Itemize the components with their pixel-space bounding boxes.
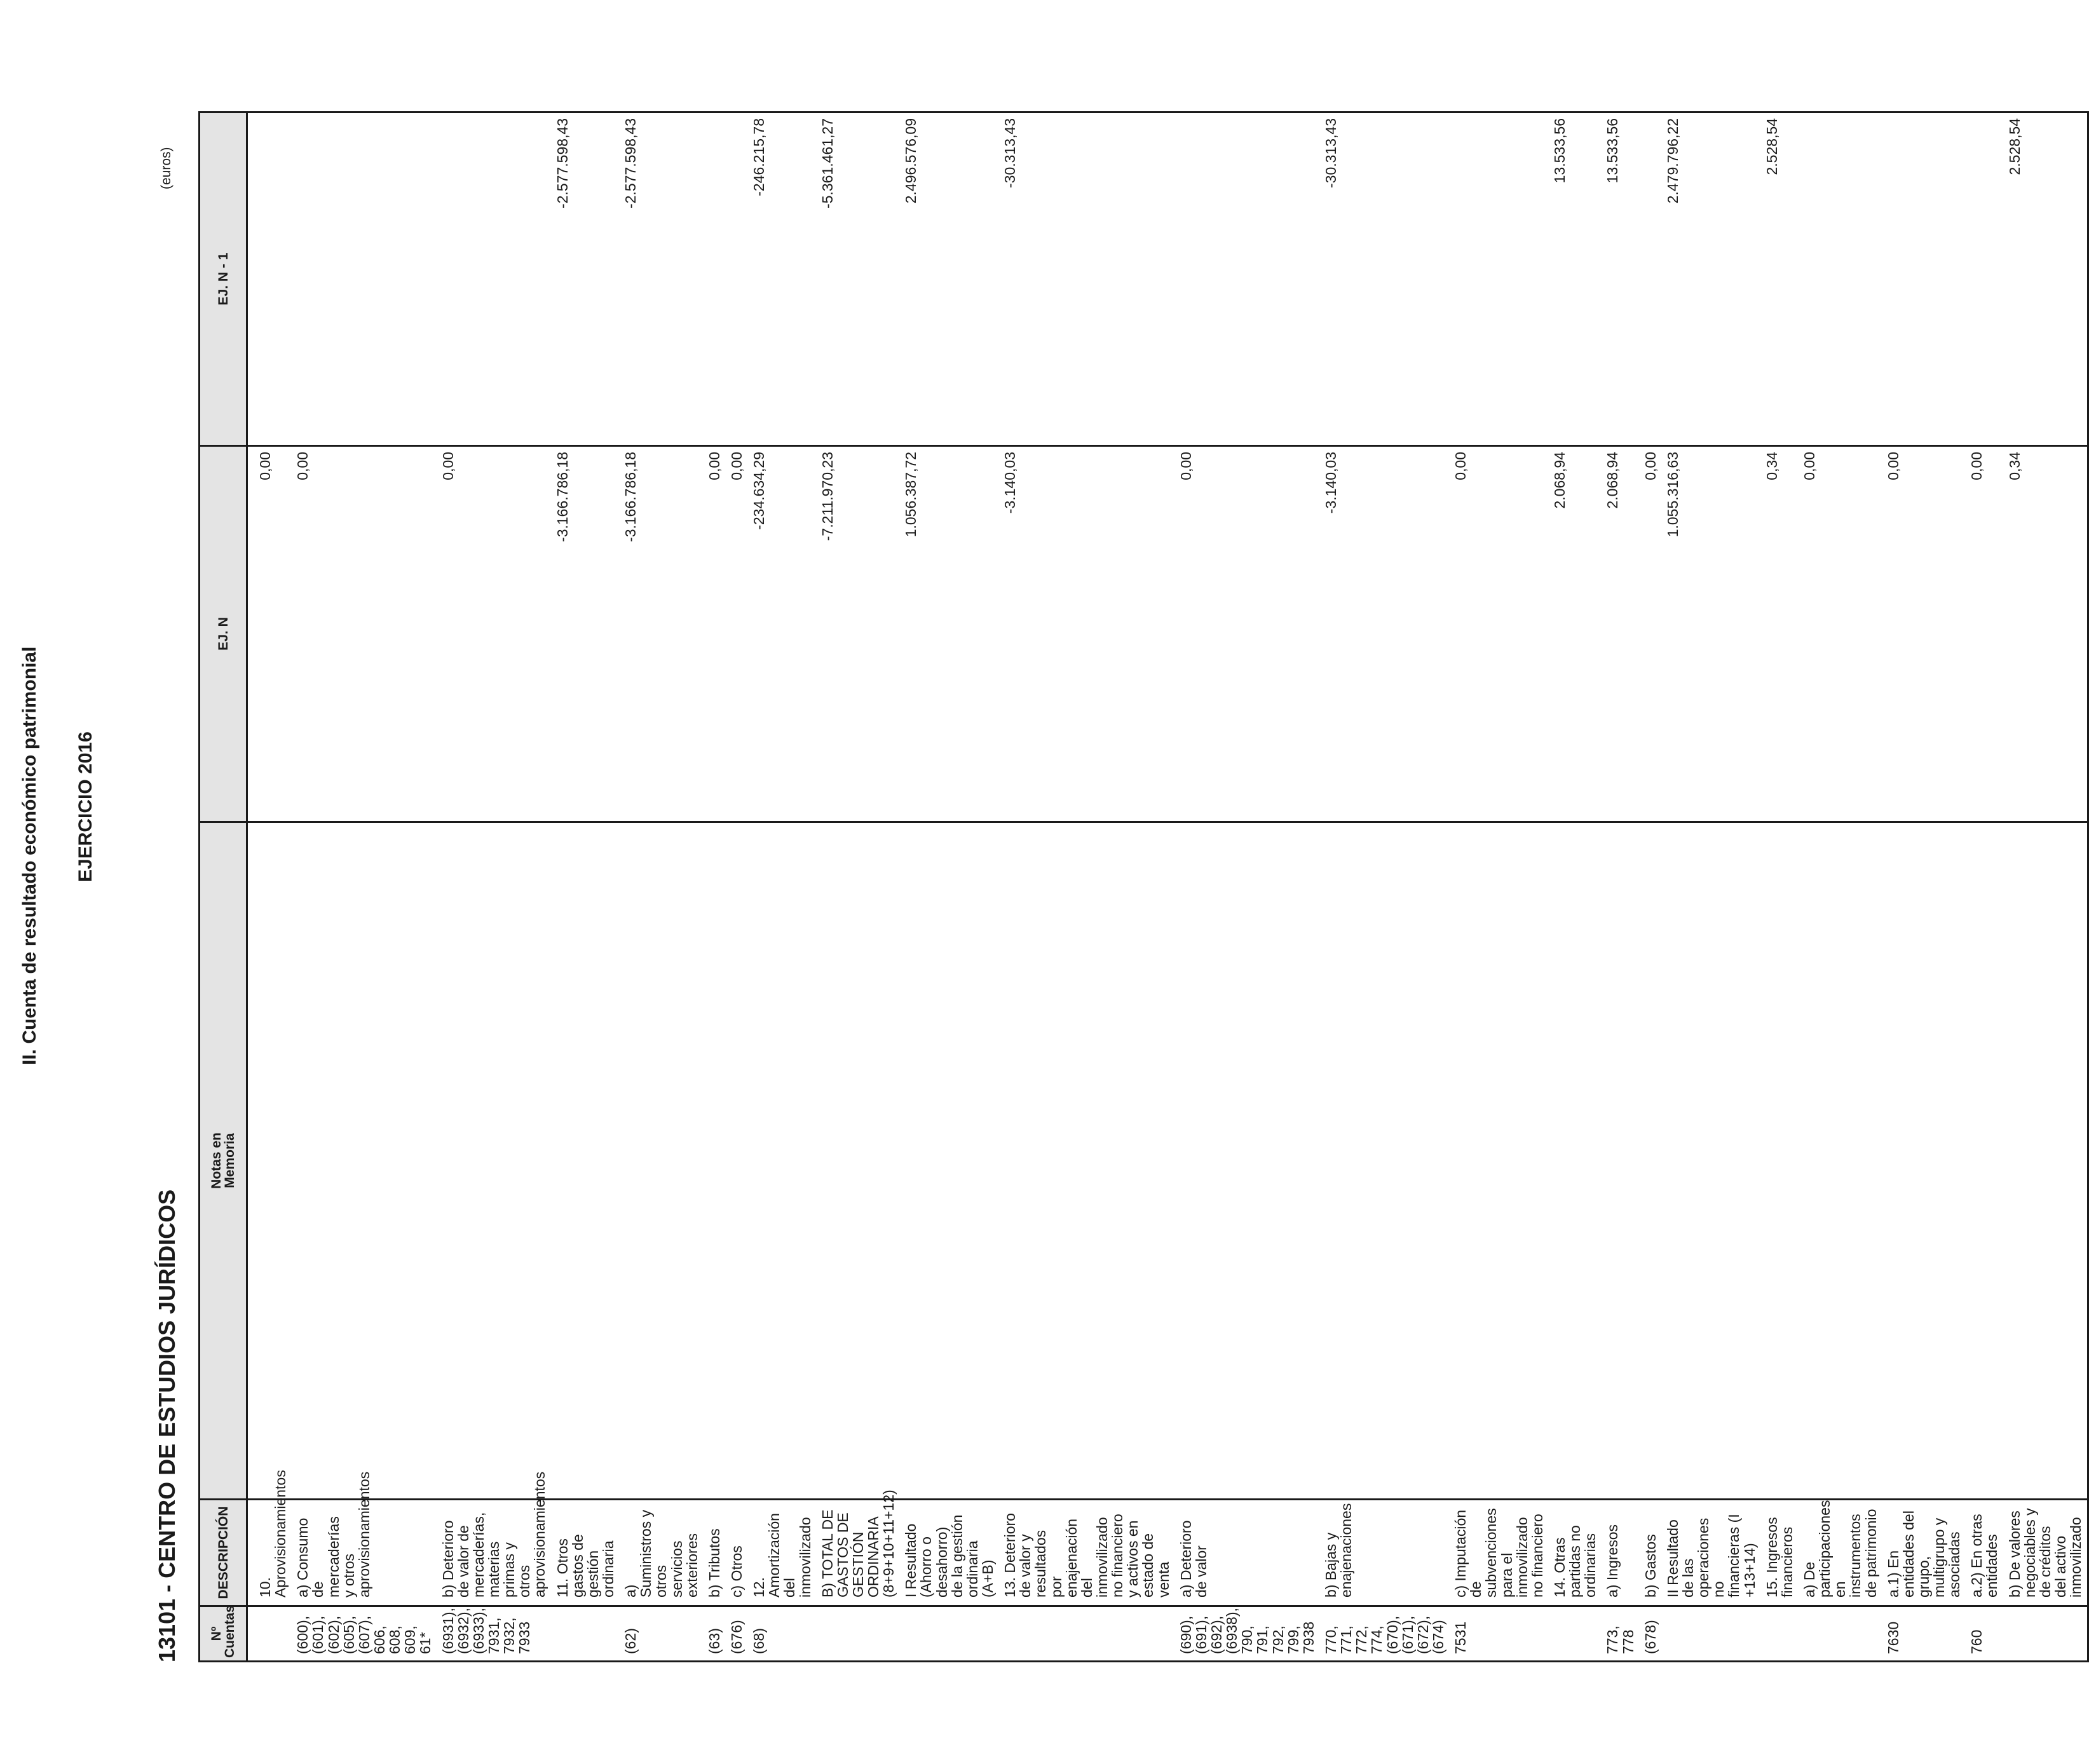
row-current-value: 0,00 <box>1175 446 1320 822</box>
row-notes <box>1450 822 1549 1500</box>
row-description: c) Imputación de subvenciones para el inmovilizado no financiero <box>1450 1500 1549 1606</box>
row-current-value: 0,00 <box>437 446 552 822</box>
table-row <box>817 112 901 1662</box>
row-description: b) Tributos <box>704 1500 726 1606</box>
row-previous-value: 2.496.576,09 <box>900 112 999 446</box>
row-notes <box>1549 822 1602 1500</box>
row-accounts <box>254 1606 292 1662</box>
row-description: a) Consumo de mercaderías y otros aprovisionamientos <box>292 1500 437 1606</box>
row-description: c) Otros <box>726 1500 748 1606</box>
table-row <box>1799 112 1882 1662</box>
table-row <box>2004 112 2088 1662</box>
row-previous-value: 2.528,54 <box>2004 112 2088 446</box>
row-previous-value: -30.313,43 <box>1320 112 1450 446</box>
table-row <box>292 112 437 1662</box>
row-description: 15. Ingresos financieros <box>1761 1500 1799 1606</box>
row-description: a) De participaciones en instrumentos de patrimonio <box>1799 1500 1882 1606</box>
table-row <box>999 112 1175 1662</box>
row-previous-value: 13.533,56 <box>1549 112 1602 446</box>
row-current-value: 0,00 <box>1799 446 1882 822</box>
row-description: a) Deterioro de valor <box>1175 1500 1320 1606</box>
row-notes <box>999 822 1175 1500</box>
row-current-value: 0,34 <box>2004 446 2088 822</box>
row-previous-value: -246.215,78 <box>748 112 817 446</box>
header-notes-line1: Notas en <box>209 1132 224 1189</box>
row-description: II Resultado de las operaciones no financieras (I +13+14) <box>1662 1500 1761 1606</box>
row-previous-value <box>292 112 437 446</box>
row-description: 13. Deterioro de valor y resultados por enajenación del inmovilizado no financiero y activos en estado de venta <box>999 1500 1175 1606</box>
row-accounts <box>900 1606 999 1662</box>
row-description: a) Suministros y otros servicios exteriores <box>620 1500 704 1606</box>
row-notes <box>1320 822 1450 1500</box>
row-description: B) TOTAL DE GASTOS DE GESTIÓN ORDINARIA (8+9+10+11+12) <box>817 1500 901 1606</box>
row-current-value: 2.068,94 <box>1549 446 1602 822</box>
row-notes <box>1882 822 1966 1500</box>
header-notes <box>200 822 247 1500</box>
row-description: 14. Otras partidas no ordinarias <box>1549 1500 1602 1606</box>
table-row <box>1320 112 1450 1662</box>
row-accounts: 770, 771, 772, 774, (670), (671), (672), (674) <box>1320 1606 1450 1662</box>
row-accounts <box>817 1606 901 1662</box>
row-notes <box>1761 822 1799 1500</box>
row-current-value: 0,00 <box>726 446 748 822</box>
row-current-value: 0,00 <box>704 446 726 822</box>
row-accounts: 7630 <box>1882 1606 1966 1662</box>
row-previous-value: -5.361.461,27 <box>817 112 901 446</box>
table-row <box>1175 112 1320 1662</box>
row-accounts <box>1549 1606 1602 1662</box>
row-previous-value <box>437 112 552 446</box>
results-table <box>198 111 2089 1662</box>
header-current-year: EJ. N <box>200 446 247 822</box>
row-accounts: (676) <box>726 1606 748 1662</box>
row-notes <box>704 822 726 1500</box>
row-current-value: 1.056.387,72 <box>900 446 999 822</box>
header-accounts: Nº Cuentas <box>200 1606 247 1662</box>
row-accounts: (6931), (6932), (6933), 7931, 7932, 7933 <box>437 1606 552 1662</box>
row-notes <box>748 822 817 1500</box>
table-row <box>1966 112 2003 1662</box>
row-current-value: 0,00 <box>1966 446 2003 822</box>
row-current-value: 0,00 <box>1640 446 1662 822</box>
row-accounts <box>552 1606 620 1662</box>
row-notes <box>620 822 704 1500</box>
units-label: (euros) <box>159 147 174 189</box>
row-previous-value <box>1966 112 2003 446</box>
row-previous-value: -2.577.598,43 <box>620 112 704 446</box>
row-previous-value <box>1882 112 1966 446</box>
row-current-value: -3.140,03 <box>999 446 1175 822</box>
header-row <box>200 112 247 1662</box>
table-row <box>1761 112 1799 1662</box>
row-previous-value <box>704 112 726 446</box>
exercise-year: EJERCICIO 2016 <box>75 731 96 882</box>
row-current-value: 0,00 <box>254 446 292 822</box>
table-row <box>552 112 620 1662</box>
row-accounts <box>999 1606 1175 1662</box>
row-previous-value <box>1799 112 1882 446</box>
row-current-value: -3.166.786,18 <box>620 446 704 822</box>
row-previous-value: 2.479.796,22 <box>1662 112 1761 446</box>
row-current-value: -7.211.970,23 <box>817 446 901 822</box>
row-accounts: (68) <box>748 1606 817 1662</box>
row-description: b) De valores negociables y de créditos del activo inmovilizado <box>2004 1500 2088 1606</box>
header-description: DESCRIPCIÓN <box>200 1500 247 1606</box>
row-previous-value <box>1640 112 1662 446</box>
row-accounts <box>1761 1606 1799 1662</box>
row-notes <box>1640 822 1662 1500</box>
row-previous-value: 13.533,56 <box>1602 112 1639 446</box>
row-description: I Resultado (Ahorro o desahorro) de la gestión ordinaria (A+B) <box>900 1500 999 1606</box>
table-row <box>704 112 726 1662</box>
row-current-value: 0,00 <box>1450 446 1549 822</box>
row-notes <box>726 822 748 1500</box>
row-notes <box>254 822 292 1500</box>
header-previous-year: EJ. N - 1 <box>200 112 247 446</box>
row-notes <box>1602 822 1639 1500</box>
row-description: b) Deterioro de valor de mercaderías, materias primas y otros aprovisionamientos <box>437 1500 552 1606</box>
row-previous-value <box>254 112 292 446</box>
row-current-value: 0,00 <box>292 446 437 822</box>
row-current-value: -3.166.786,18 <box>552 446 620 822</box>
table-row <box>1549 112 1602 1662</box>
table-row <box>726 112 748 1662</box>
row-previous-value: 2.528,54 <box>1761 112 1799 446</box>
row-notes <box>437 822 552 1500</box>
row-description: a.2) En otras entidades <box>1966 1500 2003 1606</box>
row-notes <box>817 822 901 1500</box>
table-row <box>1450 112 1549 1662</box>
row-accounts: 773, 778 <box>1602 1606 1639 1662</box>
row-current-value: 0,34 <box>1761 446 1799 822</box>
spacer-row <box>247 112 255 1662</box>
header-notes-line2: Memoria <box>222 1133 237 1188</box>
row-previous-value: -2.577.598,43 <box>552 112 620 446</box>
row-accounts <box>1662 1606 1761 1662</box>
row-accounts: (678) <box>1640 1606 1662 1662</box>
table-row <box>748 112 817 1662</box>
row-current-value: 0,00 <box>1882 446 1966 822</box>
row-previous-value: -30.313,43 <box>999 112 1175 446</box>
row-description: 10. Aprovisionamientos <box>254 1500 292 1606</box>
center-heading: 13101 - CENTRO DE ESTUDIOS JURÍDICOS <box>154 1189 180 1662</box>
row-description: b) Gastos <box>1640 1500 1662 1606</box>
row-accounts <box>1799 1606 1882 1662</box>
row-notes <box>900 822 999 1500</box>
document-title: II. Cuenta de resultado económico patrimonial <box>19 646 40 1065</box>
table-row <box>254 112 292 1662</box>
row-description: a) Ingresos <box>1602 1500 1639 1606</box>
table-row <box>1882 112 1966 1662</box>
row-current-value: 1.055.316,63 <box>1662 446 1761 822</box>
row-description: 11. Otros gastos de gestión ordinaria <box>552 1500 620 1606</box>
table-row <box>620 112 704 1662</box>
table-row <box>1662 112 1761 1662</box>
row-previous-value <box>1175 112 1320 446</box>
row-accounts: (63) <box>704 1606 726 1662</box>
row-notes <box>1799 822 1882 1500</box>
row-previous-value <box>726 112 748 446</box>
row-notes <box>292 822 437 1500</box>
row-accounts: 7531 <box>1450 1606 1549 1662</box>
row-accounts <box>2004 1606 2088 1662</box>
table-body <box>247 112 2088 1662</box>
row-accounts: (600), (601), (602), (605), (607), 606, 608, 609, 61* <box>292 1606 437 1662</box>
table-row <box>1602 112 1639 1662</box>
row-description: a.1) En entidades del grupo, multigrupo y asociadas <box>1882 1500 1966 1606</box>
table-row <box>900 112 999 1662</box>
row-description: b) Bajas y enajenaciones <box>1320 1500 1450 1606</box>
row-accounts: (690), (691), (692), (6938), 790, 791, 792, 799, 7938 <box>1175 1606 1320 1662</box>
row-accounts: (62) <box>620 1606 704 1662</box>
row-notes <box>1966 822 2003 1500</box>
row-notes <box>552 822 620 1500</box>
row-current-value: -234.634,29 <box>748 446 817 822</box>
row-current-value: 2.068,94 <box>1602 446 1639 822</box>
row-notes <box>1175 822 1320 1500</box>
row-notes <box>2004 822 2088 1500</box>
row-accounts: 760 <box>1966 1606 2003 1662</box>
row-current-value: -3.140,03 <box>1320 446 1450 822</box>
table-row <box>437 112 552 1662</box>
table-row <box>1640 112 1662 1662</box>
row-notes <box>1662 822 1761 1500</box>
row-description: 12. Amortización del inmovilizado <box>748 1500 817 1606</box>
row-previous-value <box>1450 112 1549 446</box>
